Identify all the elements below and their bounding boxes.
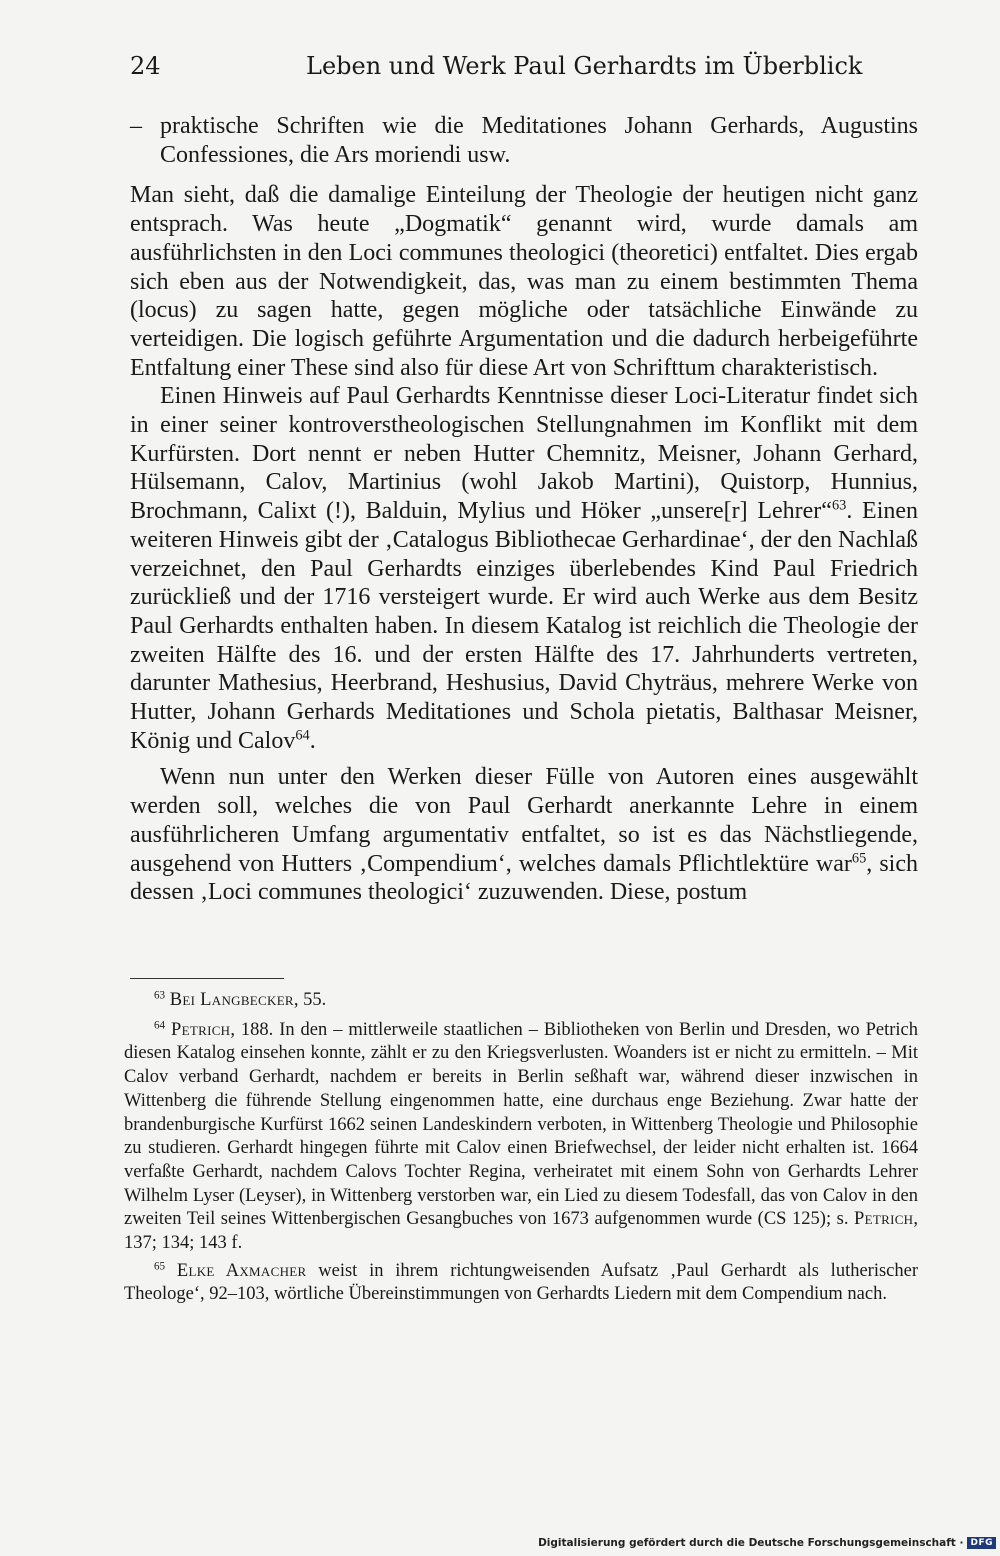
footnote-author: Elke Axmacher bbox=[176, 1260, 307, 1281]
footnote-64 bbox=[124, 1019, 918, 1256]
footnote-text: weist in ihrem richtungweisenden Aufsatz ‚Paul Gerhardt als lutherischer Theologe‘, 92–103, wörtliche Übereinstimmungen von Gerhardts Liedern mit dem Compendium nach. bbox=[124, 1260, 918, 1305]
footnote-text: , 188. In den – mittlerweile staatlichen – Bibliotheken von Berlin und Dresden, wo Petrich diesen Katalog einsehen konnte, zählt er zu den Kriegsverlusten. Woanders ist er nicht zu ermitteln. – Mit Calov verband Gerhardt, nachdem er bereits in Berlin seßhaft war, während dieser inzwischen in Wittenberg die führende Stellung eingenommen hatte, eine durchaus enge Beziehung. Zwar hatte der brandenburgische Kurfürst 1662 seinen Landeskindern verboten, in Wittenberg Theologie und Philosophie zu studieren. Gerhardt hingegen führte mit Calov einen Briefwechsel, der leider nicht erhalten ist. 1664 verfaßte Gerhardt, nachdem Calovs Tochter Regina, verheiratet mit einem Sohn von Gerhardts Lehrer Wilhelm Lyser (Leyser), in Wittenberg verstorben war, ein Lied zu diesem Todesfall, das von Calov in den zweiten Teil seines Wittenbergischen Gesangbuches von 1673 aufgenommen wurde (CS 125); s. bbox=[124, 1019, 919, 1230]
paragraph-2-part-1: Einen Hinweis auf Paul Gerhardts Kenntnisse dieser Loci-Literatur findet sich in einer seiner kontroverstheologischen Stellungnahmen im Konflikt mit dem Kurfürsten. Dort nennt er neben Hutter Chemnitz, Meisner, Johann Gerhard, Hülsemann, Calov, Martinius (wohl Jakob Martini), Quistorp, Hunnius, Brochmann, Calixt (!), Balduin, Mylius und Höker „unsere[r] Lehrer“ bbox=[130, 383, 918, 525]
paragraph-1: Man sieht, daß die damalige Einteilung der Theologie der heutigen nicht ganz entsprach. Was heute „Dogmatik“ genannt wird, wurde damals am ausführlichsten in den Loci communes theologici (theoretici) entfaltet. Dies ergab sich eben aus der Notwendigkeit, das, was man zu einem bestimmten Thema (locus) zu sagen hatte, gegen mögliche oder tatsächliche Einwände zu verteidigen. Die logisch geführte Argumentation und die dadurch herbeigeführte Entfaltung einer These sind also für diese Art von Schrifttum charakteristisch. bbox=[130, 182, 918, 381]
footnote-author: Petrich bbox=[171, 1019, 231, 1040]
dfg-logo: DFG bbox=[967, 1537, 996, 1549]
footnote-author: Bei Langbecker bbox=[169, 990, 294, 1010]
footnote-number: 64 bbox=[154, 1019, 166, 1032]
footnote-divider bbox=[130, 978, 284, 979]
footnote-text: , 137; 134; 143 f. bbox=[124, 1209, 918, 1254]
footnote-number: 63 bbox=[154, 989, 166, 1002]
footnote-author: Petrich bbox=[854, 1209, 914, 1230]
footnote-ref-65: 65 bbox=[851, 849, 867, 866]
list-item bbox=[130, 112, 918, 169]
paragraph-3-part-1: Wenn nun unter den Werken dieser Fülle von Autoren eines ausgewählt werden soll, welches die von Paul Gerhardt anerkannte Lehre in einem ausführlicheren Umfang argumentativ entfaltet, so ist es das Nächstliegende, ausgehend von Hutters ‚Compendium‘, welches damals Pflichtlektüre war bbox=[130, 764, 918, 877]
footnotes bbox=[124, 989, 918, 1311]
digitization-credit bbox=[538, 1534, 996, 1552]
footnote-63 bbox=[124, 989, 918, 1013]
paragraph-2-part-2: . Einen weiteren Hinweis gibt der ‚Catalogus Bibliothecae Gerhardinae‘, der den Nachlaß verzeichnet, den Paul Gerhardts einziges überlebendes Kind Paul Friedrich zurückließ und der 1716 versteigert wurde. Er wird auch Werke aus dem Besitz Paul Gerhardts enthalten haben. In diesem Katalog ist reichlich die Theologie der zweiten Hälfte des 16. und der ersten Hälfte des 17. Jahrhunderts vertreten, darunter Mathesius, Heerbrand, Heshusius, David Chyträus, mehrere Werke von Hutter, Johann Gerhards Meditationes und Schola pietatis, Balthasar Meisner, König und Calov bbox=[130, 498, 919, 754]
paragraph-2-part-3: . bbox=[309, 727, 316, 754]
footnote-ref-64: 64 bbox=[295, 727, 310, 744]
footnote-number: 65 bbox=[154, 1260, 166, 1273]
paragraph-3-part-2: , sich dessen ‚Loci communes theologici‘ zuzuwenden. Diese, postum bbox=[130, 850, 918, 906]
footnote-text: , 55. bbox=[293, 990, 327, 1010]
credit-text: Digitalisierung gefördert durch die Deutsche Forschungsgemeinschaft · bbox=[538, 1537, 964, 1549]
page-number: 24 bbox=[130, 52, 161, 80]
paragraph-2 bbox=[130, 382, 918, 755]
list-dash: – bbox=[130, 113, 142, 139]
running-title: Leben und Werk Paul Gerhardts im Überblick bbox=[306, 52, 863, 80]
page-header bbox=[130, 52, 918, 86]
footnote-65 bbox=[124, 1260, 918, 1307]
paragraph-3 bbox=[130, 763, 918, 907]
list-item-text: praktische Schriften wie die Meditationes Johann Gerhards, Augustins Confessiones, die Ars moriendi usw. bbox=[160, 113, 918, 168]
main-text bbox=[130, 112, 918, 907]
footnote-ref-63: 63 bbox=[831, 497, 847, 514]
